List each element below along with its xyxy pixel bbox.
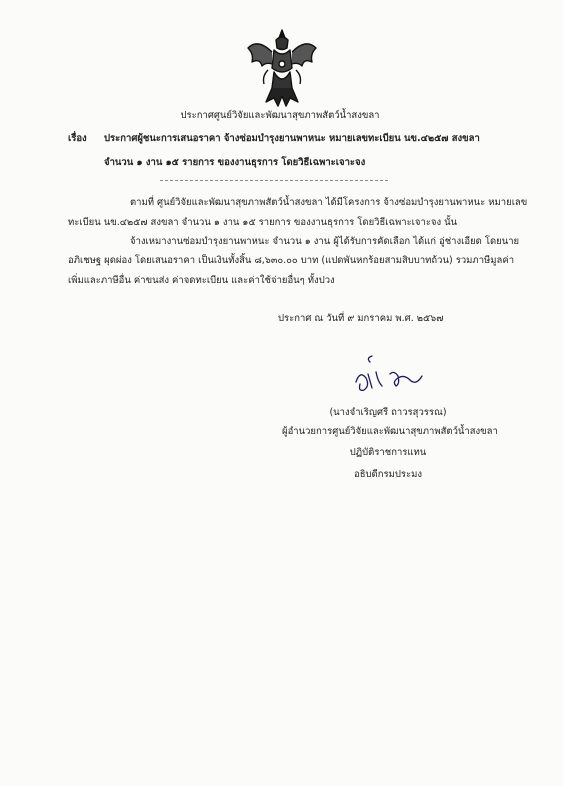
announcement-date: ประกาศ ณ วันที่ ๙ มกราคม พ.ศ. ๒๕๖๗ [278,313,444,324]
handwritten-signature-icon [346,352,430,396]
signer-position-1: ผู้อำนวยการศูนย์วิจัยและพัฒนาสุขภาพสัตว์น้ำสงขลา [282,426,498,437]
subject-line-1: ประกาศผู้ชนะการเสนอราคา จ้างซ่อมบำรุงยานพาหนะ หมายเลขทะเบียน นข.๔๒๕๗ สงขลา [104,133,480,144]
signer-position-2: ปฏิบัติราชการแทน [349,447,427,458]
signer-position-3: อธิบดีกรมประมง [354,469,422,480]
signer-name: (นางจำเริญศรี ถาวรสุวรรณ) [329,407,447,418]
garuda-emblem-icon [244,28,320,108]
paragraph-1-line-2: ทะเบียน นข.๔๒๕๗ สงขลา จำนวน ๑ งาน ๑๕ รายการ ของงานธุรการ โดยวิธีเฉพาะเจาะจง นั้น [68,217,458,228]
paragraph-2-line-1: จ้างเหมางานซ่อมบำรุงยานพาหนะ จำนวน ๑ งาน ผู้ได้รับการคัดเลือก ได้แก่ อู่ช่างเอียด โดยนาย [130,236,520,247]
subject-line-2: จำนวน ๑ งาน ๑๕ รายการ ของงานธุรการ โดยวิธีเฉพาะเจาะจง [104,157,366,168]
paragraph-2-line-3: เพิ่มและภาษีอื่น ค่าขนส่ง ค่าจดทะเบียน และค่าใช้จ่ายอื่นๆ ทั้งปวง [68,275,335,286]
divider [160,180,388,181]
announcement-title: ประกาศศูนย์วิจัยและพัฒนาสุขภาพสัตว์น้ำสงขลา [180,110,380,121]
subject-label: เรื่อง [68,133,87,144]
paragraph-1-line-1: ตามที่ ศูนย์วิจัยและพัฒนาสุขภาพสัตว์น้ำสงขลา ได้มีโครงการ จ้างซ่อมบำรุงยานพาหนะ หมายเลข [130,197,528,208]
paragraph-2-line-2: อภิเชษฐ ผุดผ่อง โดยเสนอราคา เป็นเงินทั้งสิ้น ๘,๖๓๐.๐๐ บาท (แปดพันหกร้อยสามสิบบาทถ้วน) รวมภาษีมูลค่า [68,255,515,266]
